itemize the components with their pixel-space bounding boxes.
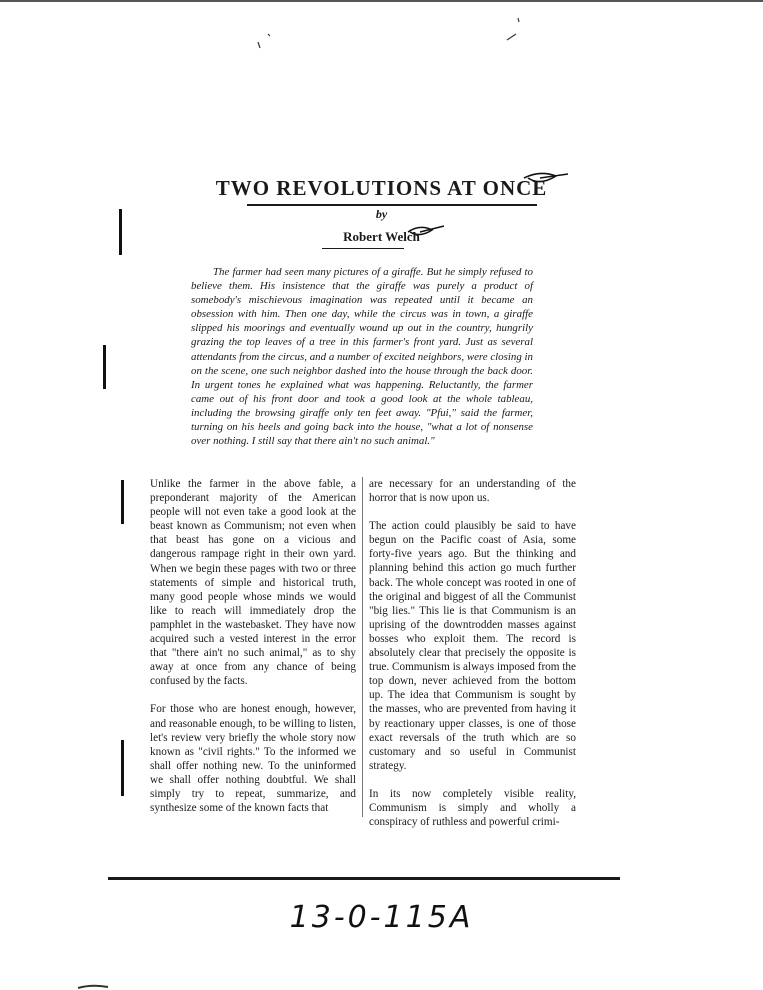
byline-prefix: by	[375, 207, 388, 221]
left-paragraph-2: For those who are honest enough, however, and reasonable enough, to be willing to listen, let's review very briefly the whole story now known as "civil rights." To the informed we shall offer nothing new. To the uninformed we shall offer nothing doubtful. We shall simply try to repeat, summarize, and synthesize some of the known facts that	[150, 703, 356, 815]
fable-text: The farmer had seen many pictures of a giraffe. But he simply refused to believe them. His insistence that the giraffe was purely a product of somebody's mischievous imagination was repeated until it became an obsession with him. Then one day, while the circus was in town, a giraffe slipped his moorings and eventually wound up out in the country, hungrily grazing the top leaves of a tree in this farmer's front yard. Just as several attendants from the circus, and a number of excited neighbors, were closing in on the scene, one such neighbor dashed into the house through the back door. In urgent tones he explained what was happening. Reluctantly, the farmer came out of his front door and took a good look at the whole tableau, including the browsing giraffe only ten feet away. "Pfui," said the farmer, turning on his heels and going back into the house, "what a lot of nonsense over nothing. I still say that there ain't no such animal."	[191, 266, 533, 448]
right-paragraph-2: The action could plausibly be said to have begun on the Pacific coast of Asia, some forty-five years ago. But the thinking and planning behind this action go much further back. The whole concept was rooted in one of the original and biggest of all the Communist "big lies." This lie is that Communism is an uprising of the downtrodden masses against bosses who exploit them. The record is absolutely clear that precisely the opposite is true. Communism is always imposed from the top down, never achieved from the bottom up. The idea that Communism is sought by the masses, who are prevented from having it by reactionary upper classes, is one of those exact reversals of the truth which are so customary and so useful in Communist strategy.	[369, 520, 576, 772]
author-pen-stroke	[408, 226, 444, 235]
left-paragraph-1: Unlike the farmer in the above fable, a preponderant majority of the American people will not even take a good look at the beast known as Communism; not even when that beast has gone on a vicious and dangerous rampage right in their own yard. When we begin these pages with two or three statements of simple and historical truth, many good people whose minds we would like to reach will immediately drop the pamphlet in the wastebasket. They have now acquired such a vested interest in the error that "there ain't no such animal," as to shy away at once from any chance of being confused by the facts.	[150, 478, 356, 688]
right-paragraph-1: are necessary for an understanding of the horror that is now upon us.	[369, 478, 576, 505]
right-paragraph-3: In its now completely visible reality, Communism is simply and wholly a conspiracy of ruthless and powerful crimi-	[369, 787, 576, 829]
corner-smudge	[78, 986, 108, 988]
author-name: Robert Welch	[343, 229, 420, 244]
title-pen-stroke	[524, 173, 568, 181]
scan-speck-top	[258, 18, 519, 48]
handwritten-number: 13-0-115A	[289, 900, 474, 935]
article-title: TWO REVOLUTIONS AT ONCE	[215, 176, 548, 200]
